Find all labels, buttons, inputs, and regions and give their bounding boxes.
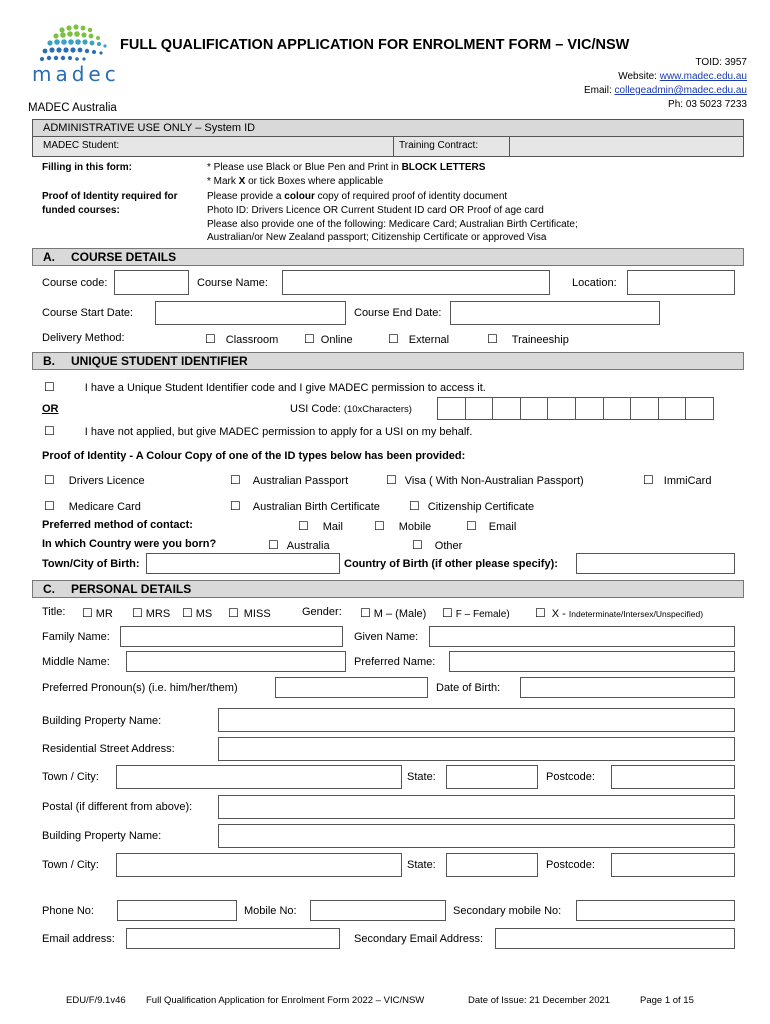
contact-mail[interactable]: ☐ Mail (298, 519, 343, 533)
usi-char-cell[interactable] (576, 398, 604, 419)
gender-male[interactable]: ☐ M – (Male) (360, 606, 427, 620)
start-date-label: Course Start Date: (42, 307, 134, 319)
footer-page-number: Page 1 of 15 (640, 995, 694, 1006)
admin-title-row (33, 120, 743, 137)
course-code-label: Course code: (42, 277, 108, 289)
section-a-header (32, 248, 744, 266)
email-link[interactable]: collegeadmin@madec.edu.au (614, 85, 747, 96)
checkbox-icon[interactable]: ☐ (228, 606, 239, 620)
state-label-1: State: (407, 771, 436, 783)
checkbox-icon[interactable]: ☐ (409, 499, 420, 513)
location-input[interactable] (627, 270, 735, 295)
gender-x[interactable]: ☐ X - Indeterminate/Intersex/Unspecified) (535, 606, 704, 620)
dob-input[interactable] (520, 677, 735, 698)
town-of-birth-label: Town/City of Birth: (42, 558, 140, 570)
section-c-letter: C. (43, 582, 55, 596)
id-immicard[interactable]: ☐ ImmiCard (643, 473, 712, 487)
checkbox-icon[interactable]: ☐ (44, 380, 55, 394)
section-a-title: COURSE DETAILS (71, 250, 177, 264)
id-australian-passport[interactable]: ☐ Australian Passport (230, 473, 349, 487)
town-input-2[interactable] (116, 853, 402, 877)
admin-student-label: MADEC Student: (43, 140, 120, 151)
end-date-label: Course End Date: (354, 307, 442, 319)
state-label-2: State: (407, 859, 436, 871)
checkbox-icon[interactable]: ☐ (44, 424, 55, 438)
checkbox-icon[interactable]: ☐ (412, 538, 423, 552)
poi-line-2: Photo ID: Drivers Licence OR Current Student ID card OR Proof of age card (207, 205, 544, 216)
residential-address-input[interactable] (218, 737, 735, 761)
logo-wordmark: madec (32, 62, 120, 86)
residential-address-label: Residential Street Address: (42, 743, 175, 755)
usi-char-cell[interactable] (686, 398, 713, 419)
end-date-input[interactable] (450, 301, 660, 325)
poi-label-1: Proof of Identity required for (42, 191, 178, 202)
phone-label: Phone No: (42, 905, 94, 917)
checkbox-icon[interactable]: ☐ (132, 606, 143, 620)
delivery-label: Delivery Method: (42, 332, 125, 344)
mobile-label: Mobile No: (244, 905, 297, 917)
checkbox-icon[interactable]: ☐ (44, 473, 55, 487)
usi-code-label: USI Code: (10xCharacters) (290, 403, 412, 415)
postcode-label-1: Postcode: (546, 771, 595, 783)
dob-label: Date of Birth: (436, 682, 501, 694)
email-line: Email: collegeadmin@madec.edu.au (583, 85, 747, 96)
admin-contract-label: Training Contract: (399, 140, 479, 151)
family-name-label: Family Name: (42, 631, 110, 643)
checkbox-icon[interactable]: ☐ (205, 332, 216, 346)
secondary-email-label: Secondary Email Address: (354, 933, 484, 945)
section-a-letter: A. (43, 250, 55, 264)
course-code-input[interactable] (114, 270, 189, 295)
org-name: MADEC Australia (28, 102, 117, 114)
footer-code: EDU/F/9.1v46 (66, 995, 126, 1006)
delivery-external[interactable]: ☐ External (388, 332, 450, 346)
gender-label: Gender: (302, 606, 342, 618)
pronouns-label: Preferred Pronoun(s) (i.e. him/her/them) (42, 682, 238, 694)
middle-name-label: Middle Name: (42, 656, 110, 668)
title-ms[interactable]: ☐ MS (182, 606, 213, 620)
course-name-label: Course Name: (197, 277, 268, 289)
secondary-email-input[interactable] (495, 928, 735, 949)
no-usi-option[interactable]: ☐ I have not applied, but give MADEC permission to apply for a USI on my behalf. (44, 424, 473, 438)
country-of-birth-label: Country of Birth (if other please specify): (344, 558, 558, 570)
website-link[interactable]: www.madec.edu.au (659, 71, 747, 82)
title-mrs[interactable]: ☐ MRS (132, 606, 171, 620)
filling-label: Filling in this form: (42, 162, 132, 173)
given-name-label: Given Name: (354, 631, 419, 643)
id-birth-certificate[interactable]: ☐ Australian Birth Certificate (230, 499, 380, 513)
filling-line-2: * Mark X or tick Boxes where applicable (207, 176, 384, 187)
admin-divider-2 (509, 137, 510, 156)
postal-label: Postal (if different from above): (42, 801, 193, 813)
madec-logo (28, 22, 118, 86)
country-of-birth-input[interactable] (576, 553, 735, 574)
admin-title: ADMINISTRATIVE USE ONLY – System ID (43, 122, 256, 134)
town-of-birth-input[interactable] (146, 553, 340, 574)
town-input-1[interactable] (116, 765, 402, 789)
logo-dots-icon (28, 22, 118, 66)
footer-issue-date: Date of Issue: 21 December 2021 (468, 995, 611, 1006)
building-name-label-1: Building Property Name: (42, 715, 162, 727)
start-date-input[interactable] (155, 301, 346, 325)
preferred-name-label: Preferred Name: (354, 656, 436, 668)
checkbox-icon[interactable]: ☐ (643, 473, 654, 487)
checkbox-icon[interactable]: ☐ (268, 538, 279, 552)
checkbox-icon[interactable]: ☐ (230, 473, 241, 487)
usi-char-cell[interactable] (604, 398, 632, 419)
town-label-1: Town / City: (42, 771, 99, 783)
checkbox-icon[interactable]: ☐ (360, 606, 371, 620)
usi-code-input[interactable] (437, 397, 714, 420)
course-name-input[interactable] (282, 270, 550, 295)
section-c-header (32, 580, 744, 598)
title-label: Title: (42, 606, 66, 618)
section-b-title: UNIQUE STUDENT IDENTIFIER (71, 354, 248, 368)
checkbox-icon[interactable]: ☐ (535, 606, 546, 620)
usi-char-cell[interactable] (521, 398, 549, 419)
usi-char-cell[interactable] (438, 398, 466, 419)
section-c-title: PERSONAL DETAILS (71, 582, 192, 596)
given-name-input[interactable] (429, 626, 735, 647)
country-born-label: In which Country were you born? (42, 538, 217, 550)
poi-line-3: Please also provide one of the following: Medicare Card; Australian Birth Certificate; (207, 219, 578, 230)
id-medicare[interactable]: ☐ Medicare Card (44, 499, 141, 513)
middle-name-input[interactable] (126, 651, 346, 672)
delivery-traineeship[interactable]: ☐ Traineeship (487, 332, 569, 346)
postcode-input-2[interactable] (611, 853, 735, 877)
checkbox-icon[interactable]: ☐ (44, 499, 55, 513)
checkbox-icon[interactable]: ☐ (82, 606, 93, 620)
location-label: Location: (572, 277, 617, 289)
checkbox-icon[interactable]: ☐ (230, 499, 241, 513)
id-citizenship[interactable]: ☐ Citizenship Certificate (409, 499, 535, 513)
email-input[interactable] (126, 928, 340, 949)
title-mr[interactable]: ☐ MR (82, 606, 113, 620)
poi-heading: Proof of Identity - A Colour Copy of one of the ID types below has been provided: (42, 450, 466, 462)
contact-block (584, 56, 747, 112)
town-label-2: Town / City: (42, 859, 99, 871)
id-visa[interactable]: ☐ Visa ( With Non-Australian Passport) (386, 473, 584, 487)
id-drivers-licence[interactable]: ☐ Drivers Licence (44, 473, 145, 487)
checkbox-icon[interactable]: ☐ (304, 332, 315, 346)
country-australia[interactable]: ☐ Australia (268, 538, 330, 552)
pronouns-input[interactable] (275, 677, 428, 698)
section-b-header (32, 352, 744, 370)
usi-char-cell[interactable] (466, 398, 494, 419)
checkbox-icon[interactable]: ☐ (388, 332, 399, 346)
checkbox-icon[interactable]: ☐ (487, 332, 498, 346)
section-b-letter: B. (43, 354, 55, 368)
email-label: Email address: (42, 933, 115, 945)
building-name-label-2: Building Property Name: (42, 830, 162, 842)
contact-email[interactable]: ☐ Email (466, 519, 517, 533)
has-usi-option[interactable]: ☐ I have a Unique Student Identifier code and I give MADEC permission to access it. (44, 380, 486, 394)
usi-char-cell[interactable] (548, 398, 576, 419)
website-line: Website: www.madec.edu.au (618, 71, 747, 82)
gender-female[interactable]: ☐ F – Female) (442, 606, 510, 620)
usi-char-cell[interactable] (631, 398, 659, 419)
or-label: OR (42, 403, 59, 415)
poi-line-4: Australian/or New Zealand passport; Citizenship Certificate or approved Visa (207, 232, 547, 243)
usi-char-cell[interactable] (493, 398, 521, 419)
poi-line-1: Please provide a colour copy of required proof of identity document (207, 191, 508, 202)
secondary-mobile-input[interactable] (576, 900, 735, 921)
checkbox-icon[interactable]: ☐ (442, 606, 453, 620)
contact-mobile[interactable]: ☐ Mobile (374, 519, 432, 533)
checkbox-icon[interactable]: ☐ (374, 519, 385, 533)
form-title: FULL QUALIFICATION APPLICATION FOR ENROLMENT FORM – VIC/NSW (120, 37, 630, 53)
state-input-2[interactable] (446, 853, 538, 877)
checkbox-icon[interactable]: ☐ (466, 519, 477, 533)
delivery-online[interactable]: ☐ Online (304, 332, 353, 346)
checkbox-icon[interactable]: ☐ (386, 473, 397, 487)
phone: Ph: 03 5023 7233 (668, 99, 747, 110)
mobile-input[interactable] (310, 900, 446, 921)
postal-input[interactable] (218, 795, 735, 819)
admin-divider-1 (393, 137, 394, 156)
filling-line-1: * Please use Black or Blue Pen and Print in BLOCK LETTERS (207, 162, 486, 173)
country-other[interactable]: ☐ Other (412, 538, 463, 552)
contact-method-label: Preferred method of contact: (42, 519, 193, 531)
family-name-input[interactable] (120, 626, 343, 647)
checkbox-icon[interactable]: ☐ (182, 606, 193, 620)
preferred-name-input[interactable] (449, 651, 735, 672)
postcode-input-1[interactable] (611, 765, 735, 789)
usi-char-cell[interactable] (659, 398, 687, 419)
checkbox-icon[interactable]: ☐ (298, 519, 309, 533)
delivery-classroom[interactable]: ☐ Classroom (205, 332, 279, 346)
building-name-input-2[interactable] (218, 824, 735, 848)
phone-input[interactable] (117, 900, 237, 921)
footer-doc-title: Full Qualification Application for Enrolment Form 2022 – VIC/NSW (146, 995, 425, 1006)
title-miss[interactable]: ☐ MISS (228, 606, 271, 620)
toid: TOID: 3957 (695, 57, 747, 68)
state-input-1[interactable] (446, 765, 538, 789)
postcode-label-2: Postcode: (546, 859, 595, 871)
building-name-input-1[interactable] (218, 708, 735, 732)
poi-label-2: funded courses: (42, 205, 120, 216)
admin-box (32, 119, 744, 157)
admin-student-row (33, 137, 743, 156)
secondary-mobile-label: Secondary mobile No: (453, 905, 562, 917)
